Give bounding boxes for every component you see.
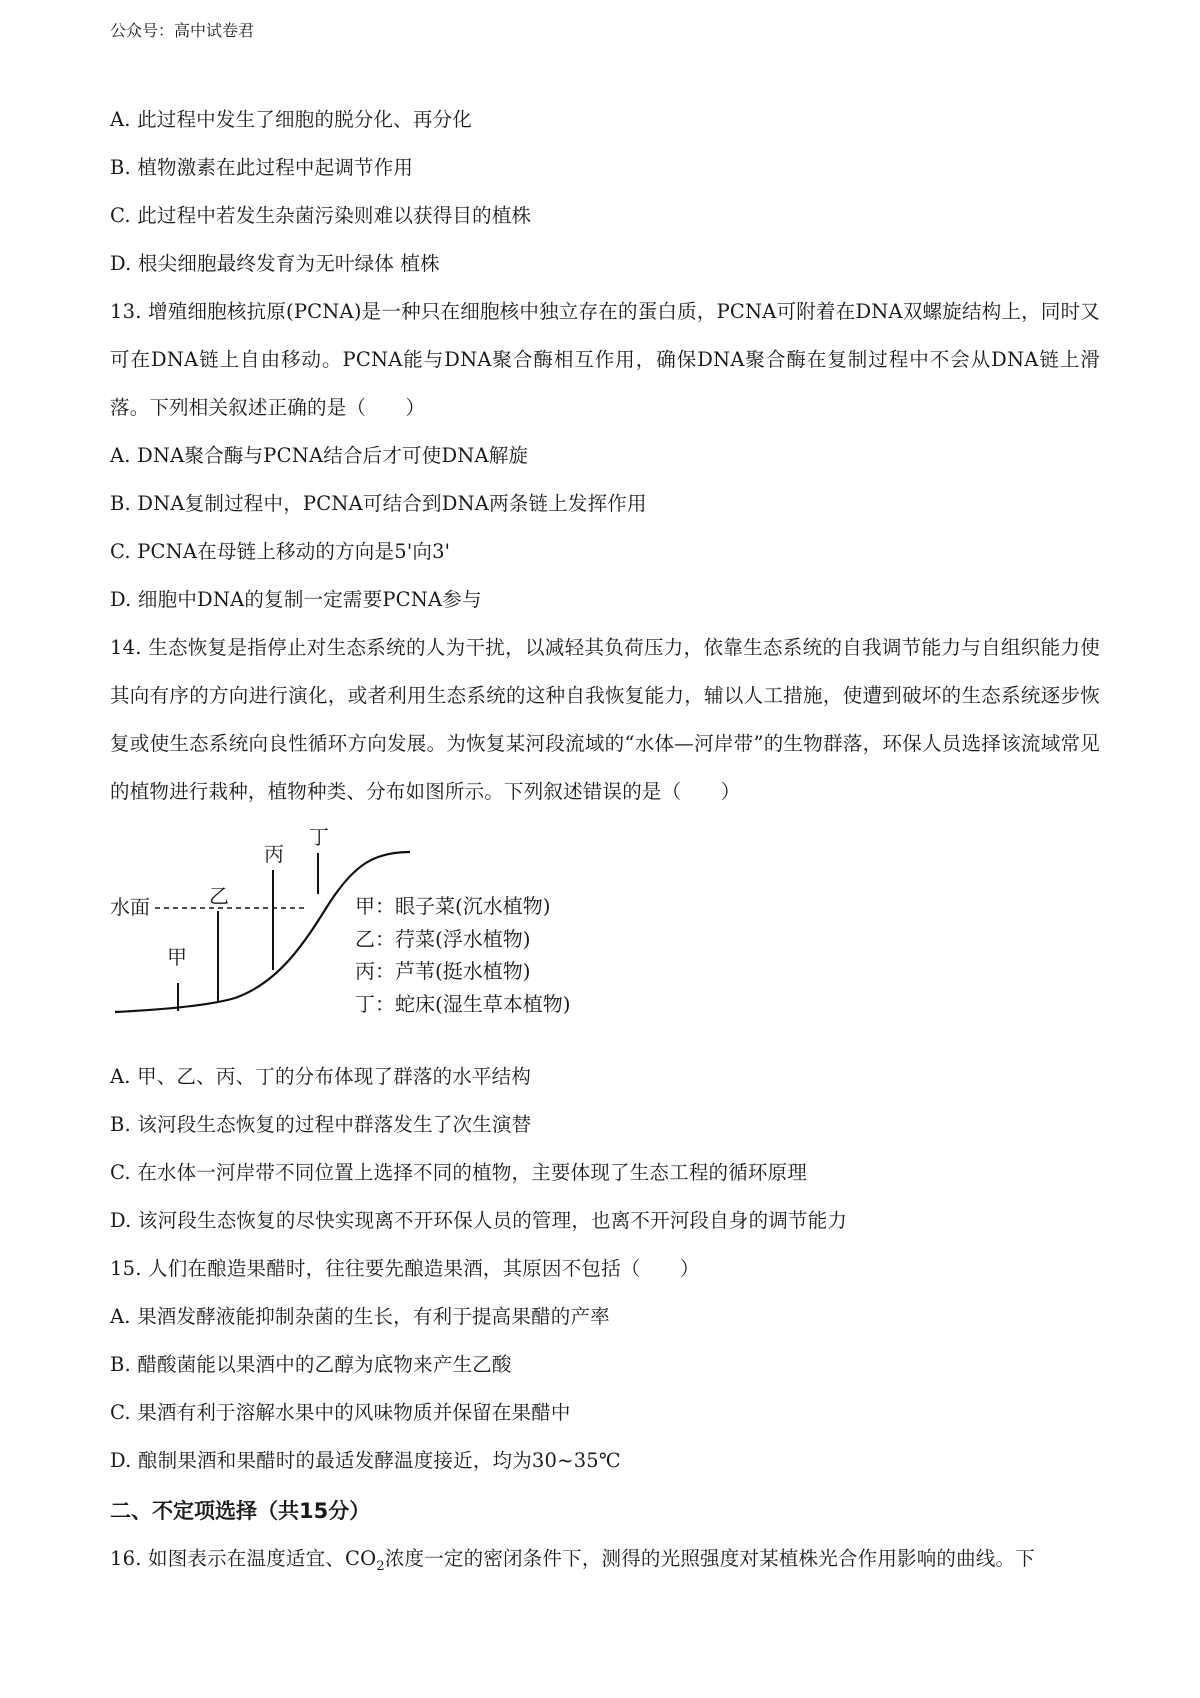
water-surface-label: 水面 [110, 895, 150, 919]
q16-stem-end: 浓度一定的密闭条件下，测得的光照强度对某植株光合作用影响的曲线。下 [384, 1547, 1035, 1570]
q15-option-a: A. 果酒发酵液能抑制杂菌的生长，有利于提高果醋的产率 [110, 1305, 610, 1328]
q15-option-b: B. 醋酸菌能以果酒中的乙醇为底物来产生乙酸 [110, 1353, 512, 1376]
q14-stem: 14. 生态恢复是指停止对生态系统的人为干扰，以减轻其负荷压力，依靠生态系统的自我调节能力与自组织能力使其向有序的方向进行演化，或者利用生态系统的这种自我恢复能力，辅以人工措施，使遭到破坏的生态系统逐步恢复或使生态系统向良性循环方向发展。为恢复某河段流域的“水体—河岸带”的生物群落，环保人员选择该流域常见的植物进行栽种，植物种类、分布如图所示。下列叙述错误的是（ ） [110, 636, 1100, 803]
q15-option-d: D. 酿制果酒和果醋时的最适发酵温度接近，均为30~35℃ [110, 1449, 621, 1472]
q16-co2-subscript: 2 [376, 1558, 385, 1574]
q15-stem: 15. 人们在酿造果醋时，往往要先酿造果酒，其原因不包括（ ） [110, 1257, 700, 1280]
q14-option-a: A. 甲、乙、丙、丁的分布体现了群落的水平结构 [110, 1065, 532, 1088]
q13-stem: 13. 增殖细胞核抗原(PCNA)是一种只在细胞核中独立存在的蛋白质，PCNA可附着在DNA双螺旋结构上，同时又可在DNA链上自由移动。PCNA能与DNA聚合酶相互作用，确保DNA聚合酶在复制过程中不会从DNA链上滑落。下列相关叙述正确的是（ ） [110, 300, 1100, 419]
river-bank-figure [105, 822, 705, 1047]
q12-options [110, 96, 1100, 288]
q16-stem-start: 16. 如图表示在温度适宜、CO [110, 1547, 377, 1570]
q13-option-d: D. 细胞中DNA的复制一定需要PCNA参与 [110, 588, 482, 611]
marker-yi: 乙 [209, 884, 229, 908]
q13-option-c: C. PCNA在母链上移动的方向是5'向3' [110, 540, 451, 563]
q13-option-a: A. DNA聚合酶与PCNA结合后才可使DNA解旋 [110, 444, 529, 467]
marker-bing: 丙 [264, 842, 284, 866]
figure-legend [355, 890, 571, 1020]
marker-jia: 甲 [167, 945, 187, 969]
q12-option-c: C. 此过程中若发生杂菌污染则难以获得目的植株 [110, 204, 532, 227]
question-15 [110, 1245, 1100, 1485]
page-header-source: 公众号：高中试卷君 [110, 21, 255, 40]
legend-item-ding: 丁：蛇床(湿生草本植物) [355, 991, 571, 1016]
question-14 [110, 624, 1100, 1245]
q14-option-b: B. 该河段生态恢复的过程中群落发生了次生演替 [110, 1113, 532, 1136]
q13-option-b: B. DNA复制过程中，PCNA可结合到DNA两条链上发挥作用 [110, 492, 647, 515]
q12-option-a: A. 此过程中发生了细胞的脱分化、再分化 [110, 108, 472, 131]
section-2-title: 二、不定项选择（共15分） [110, 1499, 371, 1523]
q15-option-c: C. 果酒有利于溶解水果中的风味物质并保留在果醋中 [110, 1401, 571, 1424]
marker-ding: 丁 [309, 825, 329, 849]
q14-option-c: C. 在水体一河岸带不同位置上选择不同的植物，主要体现了生态工程的循环原理 [110, 1161, 808, 1184]
q14-option-d: D. 该河段生态恢复的尽快实现离不开环保人员的管理，也离不开河段自身的调节能力 [110, 1209, 848, 1232]
legend-item-bing: 丙：芦苇(挺水植物) [355, 959, 531, 983]
q12-option-b: B. 植物激素在此过程中起调节作用 [110, 156, 414, 179]
q16-stem [110, 1535, 1100, 1591]
question-content [110, 96, 1100, 1591]
question-13 [110, 288, 1100, 624]
legend-item-yi: 乙：荇菜(浮水植物) [355, 926, 531, 951]
legend-item-jia: 甲：眼子菜(沉水植物) [355, 894, 551, 918]
q12-option-d: D. 根尖细胞最终发育为无叶绿体 植株 [110, 252, 440, 275]
